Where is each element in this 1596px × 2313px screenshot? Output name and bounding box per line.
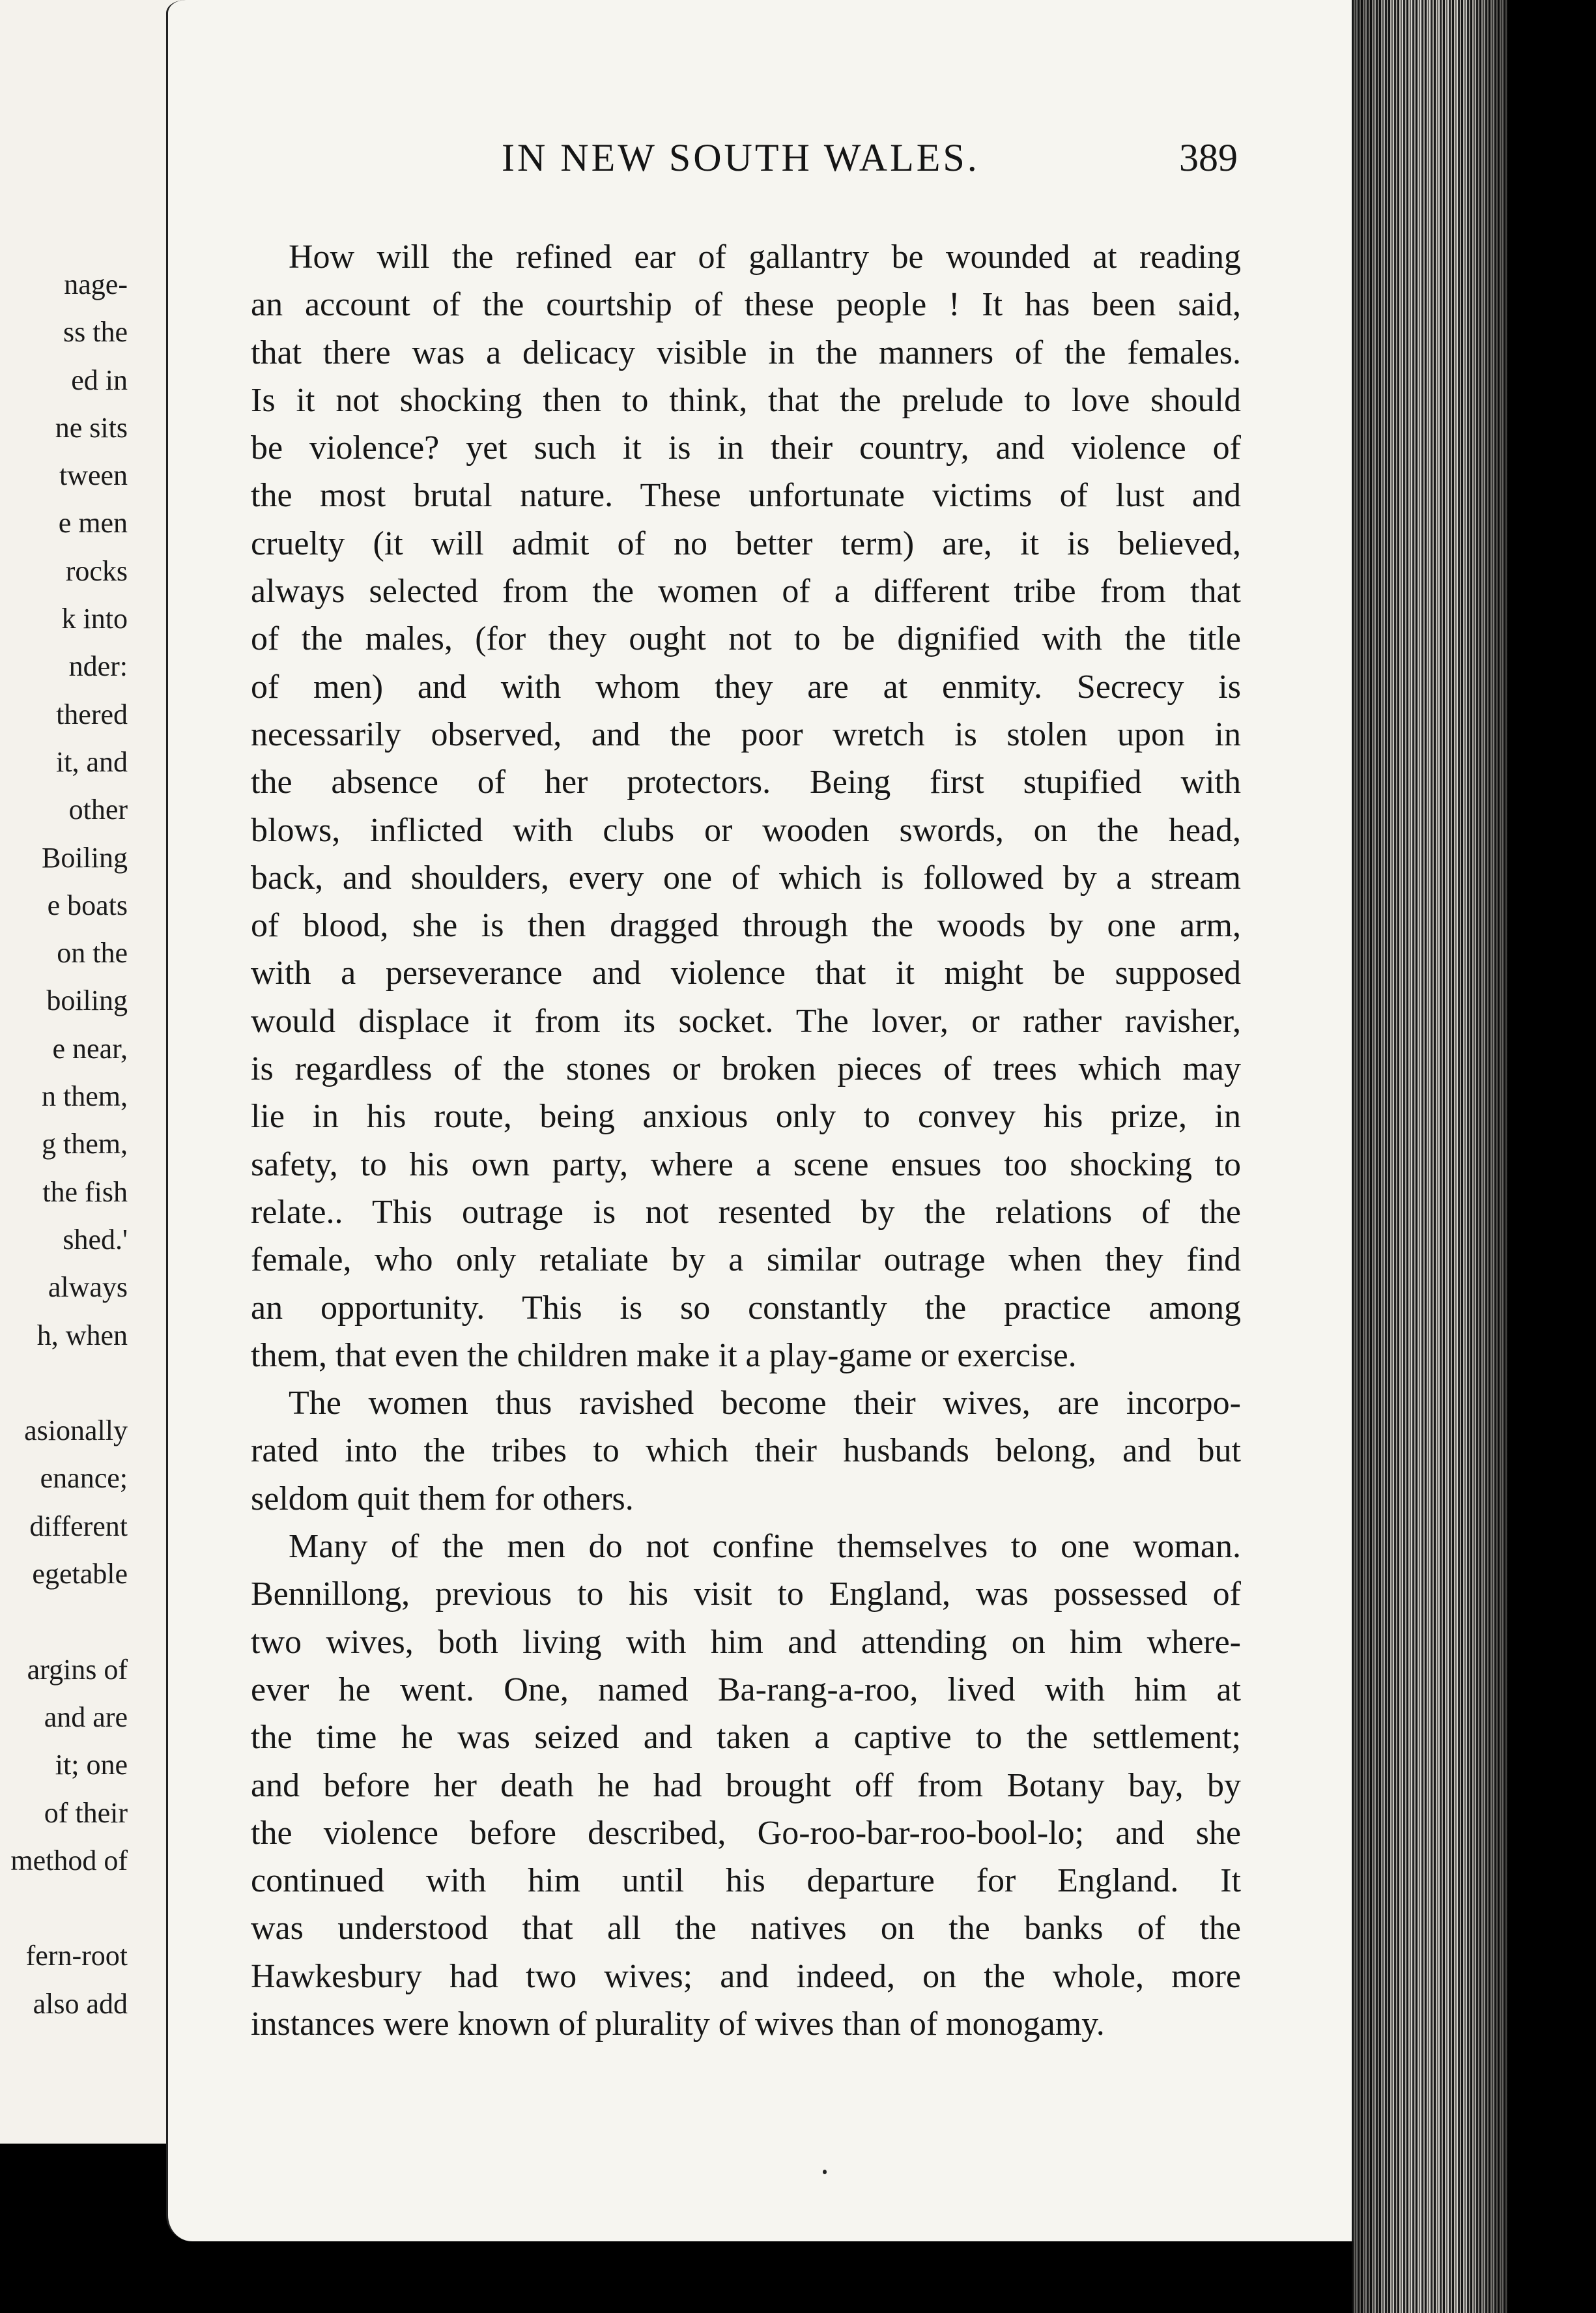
text-line: blows, inflicted with clubs or wooden swords, on the head, xyxy=(251,811,1241,849)
left-page-fragment: nder: xyxy=(68,650,128,683)
text-line: rated into the tribes to which their husbands belong, and but xyxy=(251,1432,1241,1470)
text-line: with a perseverance and violence that it might be supposed xyxy=(251,955,1241,992)
left-page-fragment: egetable xyxy=(32,1558,128,1590)
text-line: always selected from the women of a different tribe from that xyxy=(251,573,1241,611)
left-page-fragment: k into xyxy=(61,603,128,635)
text-line: an account of the courtship of these people ! It has been said, xyxy=(251,286,1241,324)
text-line: that there was a delicacy visible in the manners of the females. xyxy=(251,334,1241,371)
left-page-fragment: e boats xyxy=(47,889,128,921)
page-edges-shadow xyxy=(1352,0,1508,2313)
text-line: Many of the men do not confine themselves to one woman. xyxy=(289,1528,1241,1566)
text-line: is regardless of the stones or broken pieces of trees which may xyxy=(251,1050,1241,1088)
left-page-fragment xyxy=(0,1359,128,1407)
text-line: continued with him until his departure for England. It xyxy=(251,1862,1241,1900)
text-line: lie in his route, being anxious only to convey his prize, in xyxy=(251,1098,1241,1136)
left-page-fragment: ss the xyxy=(63,316,128,349)
left-page-fragment: Boiling xyxy=(41,841,128,874)
text-line: the most brutal nature. These unfortunate victims of lust and xyxy=(251,477,1241,515)
left-page-fragment: h, when xyxy=(36,1319,128,1351)
page-number: 389 xyxy=(1179,136,1238,179)
text-line: instances were known of plurality of wives than of monogamy. xyxy=(251,2005,1105,2043)
left-page-text-fragments xyxy=(0,261,128,2028)
paragraph xyxy=(251,233,1241,1379)
text-line: cruelty (it will admit of no better term) are, it is believed, xyxy=(251,524,1241,562)
left-page-fragment: shed.' xyxy=(63,1223,128,1256)
left-page-fragment: nage- xyxy=(64,268,128,300)
text-line: the time he was seized and taken a captive to the settlement; xyxy=(251,1719,1241,1757)
text-line: be violence? yet such it is in their country, and violence of xyxy=(251,429,1241,467)
text-line: of men) and with whom they are at enmity. Secrecy is xyxy=(251,668,1241,706)
text-line: and before her death he had brought off from Botany bay, by xyxy=(251,1766,1241,1804)
left-page-fragment: on the xyxy=(57,937,128,970)
left-page-fragment xyxy=(0,1884,128,1932)
text-line: ever he went. One, named Ba-rang-a-roo, lived with him at xyxy=(251,1671,1241,1708)
left-page-fragment xyxy=(0,1598,128,1645)
left-page-fragment: other xyxy=(68,794,128,826)
text-line: female, who only retaliate by a similar outrage when they find xyxy=(251,1241,1241,1279)
left-page-fragment: g them, xyxy=(42,1128,128,1160)
text-line: Bennillong, previous to his visit to England, was possessed of xyxy=(251,1575,1241,1613)
text-line: would displace it from its socket. The lover, or rather ravisher, xyxy=(251,1002,1241,1040)
left-page-fragment: ed in xyxy=(71,364,128,396)
left-page-fragment: method of xyxy=(10,1844,128,1876)
running-head: IN NEW SOUTH WALES. xyxy=(502,136,980,179)
text-line: Is it not shocking then to think, that the prelude to love should xyxy=(251,381,1241,419)
text-line: safety, to his own party, where a scene ensues too shocking to xyxy=(251,1145,1241,1183)
left-page-fragment: e men xyxy=(58,507,128,539)
text-line: relate.. This outrage is not resented by the relations of the xyxy=(251,1193,1241,1231)
left-page-fragment: it; one xyxy=(55,1749,128,1781)
ink-fleck xyxy=(823,2170,827,2174)
page-header xyxy=(339,136,1238,188)
left-page-fragment: enance; xyxy=(40,1462,128,1495)
left-page-fragment: and are xyxy=(44,1701,128,1733)
left-page-fragment: also add xyxy=(33,1987,128,2020)
text-line: of blood, she is then dragged through the woods by one arm, xyxy=(251,907,1241,945)
text-line: back, and shoulders, every one of which is followed by a stream xyxy=(251,859,1241,897)
text-line: necessarily observed, and the poor wretch is stolen upon in xyxy=(251,715,1241,753)
left-page-fragment: always xyxy=(48,1271,128,1304)
text-line: the absence of her protectors. Being first stupified with xyxy=(251,764,1241,801)
paragraph xyxy=(251,1379,1241,1523)
left-page-fragment: it, and xyxy=(56,745,128,778)
text-line: the violence before described, Go-roo-bar-roo-bool-lo; and she xyxy=(251,1814,1241,1852)
left-page-fragment: the fish xyxy=(42,1175,128,1208)
left-page-fragment: of their xyxy=(44,1796,128,1829)
text-line: was understood that all the natives on the banks of the xyxy=(251,1910,1241,1947)
left-page-fragment: ne sits xyxy=(55,411,128,444)
left-page-fragment: asionally xyxy=(24,1415,128,1447)
left-page-fragment: n them, xyxy=(42,1080,128,1113)
text-line: of the males, (for they ought not to be dignified with the title xyxy=(251,620,1241,658)
left-page-fragment: tween xyxy=(59,459,128,492)
left-page-fragment: different xyxy=(29,1510,128,1542)
left-page-fragment: argins of xyxy=(27,1653,128,1686)
text-line: them, that even the children make it a play-game or exercise. xyxy=(251,1336,1077,1374)
text-line: two wives, both living with him and attending on him where- xyxy=(251,1623,1241,1661)
text-line: Hawkesbury had two wives; and indeed, on the whole, more xyxy=(251,1957,1241,1995)
left-page-fragment: thered xyxy=(56,698,128,730)
text-line: seldom quit them for others. xyxy=(251,1480,634,1517)
left-page-fragment: rocks xyxy=(65,554,128,587)
text-line: The women thus ravished become their wives, are incorpo- xyxy=(289,1385,1241,1422)
paragraph xyxy=(251,1523,1241,2048)
left-page-fragment: boiling xyxy=(46,984,128,1017)
text-line: How will the refined ear of gallantry be wounded at reading xyxy=(289,238,1241,276)
left-page-fragment: e near, xyxy=(52,1032,128,1065)
body-text xyxy=(251,233,1241,2048)
left-page-fragment: fern-root xyxy=(25,1940,128,1972)
text-line: an opportunity. This is so constantly the practice among xyxy=(251,1289,1241,1327)
